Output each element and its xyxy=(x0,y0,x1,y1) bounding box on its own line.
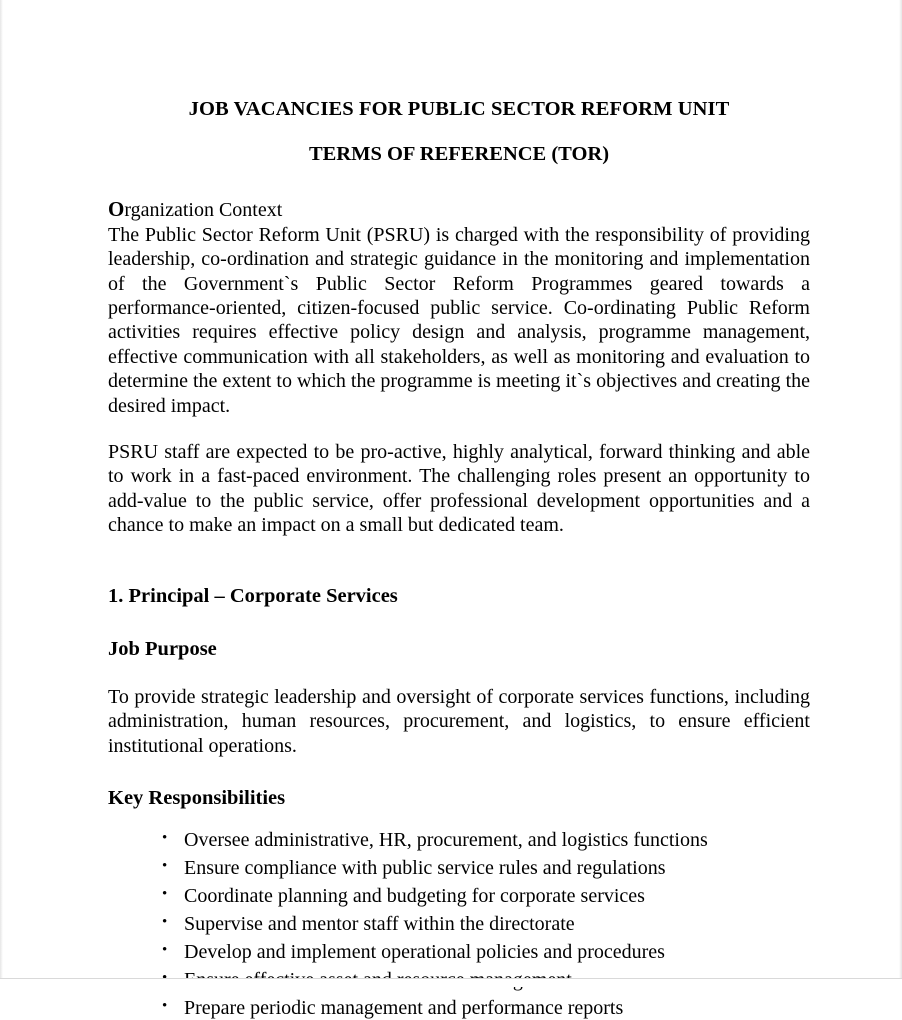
job-purpose-heading: Job Purpose xyxy=(108,638,217,661)
organization-context-paragraph-2: PSRU staff are expected to be pro-active, highly analytical, forward thinking and able to work in a fast-paced environment. The challenging roles present an opportunity to add-value to the public service, offer professional development opportunities and a chance to make an impact on a small but dedicated team. xyxy=(108,441,810,537)
job-purpose-text: To provide strategic leadership and oversight of corporate services functions, including administration, human resources, procurement, and logistics, to ensure efficient institutional operations. xyxy=(108,685,810,757)
organization-context-heading xyxy=(108,197,810,223)
organization-context-paragraph-1: The Public Sector Reform Unit (PSRU) is charged with the responsibility of providing leadership, co-ordination and strategic guidance in the monitoring and implementation of the Government`s Public Sector Reform Programmes geared towards a performance-oriented, citizen-focused public service. Co-ordinating Public Reform activities requires effective policy design and analysis, programme management, effective communication with all stakeholders, as well as monitoring and evaluation to determine the extent to which the programme is meeting it`s objectives and creating the desired impact. xyxy=(108,223,810,417)
list-item: • Supervise and mentor staff within the directorate xyxy=(162,912,810,936)
list-item: • Oversee administrative, HR, procurement, and logistics functions xyxy=(162,828,810,852)
key-responsibilities-list xyxy=(108,828,810,1020)
list-item: • Coordinate planning and budgeting for corporate services xyxy=(162,884,810,908)
organization-context-heading-initial: O xyxy=(108,197,125,222)
page-subtitle: TERMS OF REFERENCE (TOR) xyxy=(308,142,610,165)
page-bottom-divider xyxy=(0,978,902,987)
organization-context-heading-rest: rganization Context xyxy=(124,199,283,222)
list-item: • Ensure compliance with public service rules and regulations xyxy=(162,856,810,880)
list-item: • Develop and implement operational policies and procedures xyxy=(162,940,810,964)
key-responsibilities-heading: Key Responsibilities xyxy=(108,787,286,809)
page-left-edge xyxy=(0,0,3,987)
position-heading: 1. Principal – Corporate Services xyxy=(108,584,398,607)
list-item: • Prepare periodic management and performance reports xyxy=(162,996,810,1020)
page-title: JOB VACANCIES FOR PUBLIC SECTOR REFORM UNIT xyxy=(188,98,730,120)
